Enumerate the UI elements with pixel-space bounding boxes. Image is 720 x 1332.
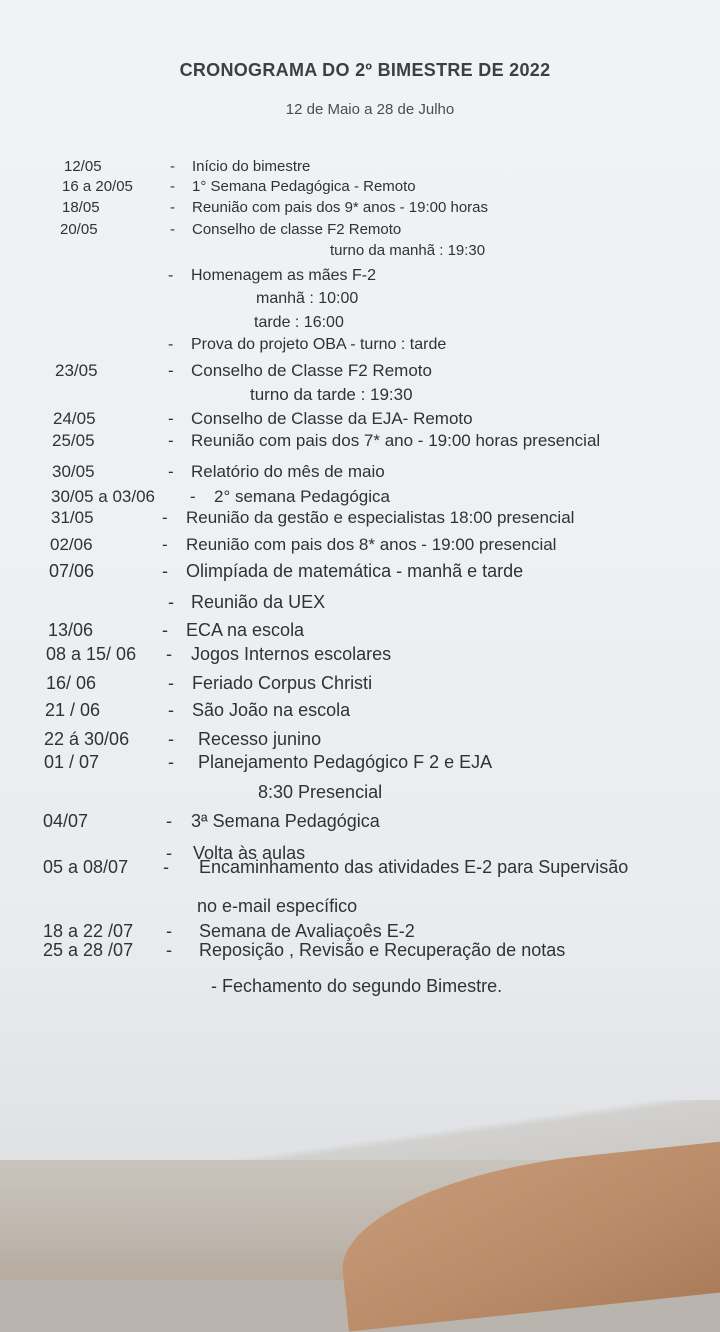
wooden-surface bbox=[333, 1138, 720, 1331]
entry-date: 01 / 07 bbox=[44, 752, 100, 772]
entry-text: Reunião com pais dos 8* anos - 19:00 presencial bbox=[186, 535, 557, 554]
entry-dash: - bbox=[168, 336, 174, 353]
entry-text: Encaminhamento das atividades E-2 para Supervisão bbox=[199, 857, 629, 877]
entry-text: São João na escola bbox=[192, 700, 351, 720]
entry-dash: - bbox=[162, 535, 168, 554]
entry-dash: - bbox=[168, 409, 174, 428]
entry-continuation: no e-mail específico bbox=[197, 896, 358, 916]
entry-text: Reunião com pais dos 7* ano - 19:00 horas presencial bbox=[191, 431, 601, 450]
entry-text: Volta às aulas bbox=[193, 843, 306, 863]
entry-date: 07/06 bbox=[49, 561, 95, 581]
entry-dash: - bbox=[166, 644, 172, 664]
entry-text: Conselho de classe F2 Remoto bbox=[192, 221, 402, 238]
entry-dash: - bbox=[166, 940, 172, 960]
entry-continuation: - Fechamento do segundo Bimestre. bbox=[211, 976, 503, 996]
entry-date: 31/05 bbox=[51, 508, 94, 527]
entry-dash: - bbox=[168, 462, 174, 481]
entry-text: ECA na escola bbox=[186, 620, 305, 640]
entry-date: 21 / 06 bbox=[45, 700, 101, 720]
entry-dash: - bbox=[168, 267, 174, 284]
entry-date: 18 a 22 /07 bbox=[43, 921, 134, 941]
entry-text: Jogos Internos escolares bbox=[191, 644, 392, 664]
entry-text: Homenagem as mães F-2 bbox=[191, 267, 376, 284]
entry-date: 25 a 28 /07 bbox=[43, 940, 134, 960]
entry-dash: - bbox=[166, 921, 172, 941]
entry-dash: - bbox=[168, 700, 174, 720]
entry-text: Reunião da gestão e especialistas 18:00 presencial bbox=[186, 508, 575, 527]
entry-date: 23/05 bbox=[55, 361, 98, 380]
entry-date: 16/ 06 bbox=[46, 673, 97, 693]
entry-date: 08 a 15/ 06 bbox=[46, 644, 137, 664]
entry-text: 1° Semana Pedagógica - Remoto bbox=[192, 178, 416, 195]
entry-text: Início do bimestre bbox=[192, 158, 311, 175]
entry-dash: - bbox=[168, 592, 174, 612]
entry-date: 13/06 bbox=[48, 620, 94, 640]
entry-text: Reposição , Revisão e Recuperação de notas bbox=[199, 940, 566, 960]
entry-dash: - bbox=[163, 857, 169, 877]
entry-text: 3ª Semana Pedagógica bbox=[191, 811, 380, 831]
entry-text: Reunião da UEX bbox=[191, 592, 326, 612]
entry-text: Conselho de Classe F2 Remoto bbox=[191, 361, 432, 380]
entry-continuation: tarde : 16:00 bbox=[254, 314, 344, 331]
entry-date: 30/05 a 03/06 bbox=[51, 487, 155, 506]
entry-text: Olimpíada de matemática - manhã e tarde bbox=[186, 561, 524, 581]
entry-dash: - bbox=[162, 561, 168, 581]
entry-dash: - bbox=[190, 487, 196, 506]
entry-text: Prova do projeto OBA - turno : tarde bbox=[191, 336, 447, 353]
entry-dash: - bbox=[166, 843, 172, 863]
entry-continuation: manhã : 10:00 bbox=[256, 290, 359, 307]
entry-dash: - bbox=[170, 199, 175, 216]
entry-dash: - bbox=[168, 729, 174, 749]
entry-dash: - bbox=[168, 361, 174, 380]
entry-text: Planejamento Pedagógico F 2 e EJA bbox=[198, 752, 493, 772]
entry-date: 04/07 bbox=[43, 811, 89, 831]
entry-dash: - bbox=[168, 673, 174, 693]
entry-date: 24/05 bbox=[53, 409, 96, 428]
entry-dash: - bbox=[170, 221, 175, 238]
entry-dash: - bbox=[166, 811, 172, 831]
entry-continuation: turno da tarde : 19:30 bbox=[250, 385, 413, 404]
entry-continuation: 8:30 Presencial bbox=[258, 782, 383, 802]
entry-date: 12/05 bbox=[64, 158, 102, 175]
entry-date: 16 a 20/05 bbox=[62, 178, 133, 195]
entry-continuation: turno da manhã : 19:30 bbox=[330, 242, 486, 259]
entry-dash: - bbox=[170, 158, 175, 175]
schedule-title: CRONOGRAMA DO 2º BIMESTRE DE 2022 bbox=[179, 60, 551, 80]
entry-date: 20/05 bbox=[60, 221, 98, 238]
table-surface bbox=[0, 1160, 720, 1280]
entry-date: 22 á 30/06 bbox=[44, 729, 130, 749]
entry-text: 2° semana Pedagógica bbox=[214, 487, 390, 506]
entry-dash: - bbox=[168, 431, 174, 450]
entry-text: Semana de Avaliaçoês E-2 bbox=[199, 921, 415, 941]
entry-date: 18/05 bbox=[62, 199, 100, 216]
entry-date: 30/05 bbox=[52, 462, 95, 481]
entry-dash: - bbox=[162, 620, 168, 640]
entry-text: Relatório do mês de maio bbox=[191, 462, 385, 481]
entry-date: 05 a 08/07 bbox=[43, 857, 129, 877]
schedule-subtitle: 12 de Maio a 28 de Julho bbox=[285, 101, 455, 118]
entry-dash: - bbox=[162, 508, 168, 527]
entry-date: 02/06 bbox=[50, 535, 93, 554]
entry-dash: - bbox=[168, 752, 174, 772]
entry-dash: - bbox=[170, 178, 175, 195]
entry-text: Conselho de Classe da EJA- Remoto bbox=[191, 409, 473, 428]
entry-text: Reunião com pais dos 9* anos - 19:00 horas bbox=[192, 199, 489, 216]
entry-date: 25/05 bbox=[52, 431, 95, 450]
entry-text: Feriado Corpus Christi bbox=[192, 673, 373, 693]
entry-text: Recesso junino bbox=[198, 729, 322, 749]
